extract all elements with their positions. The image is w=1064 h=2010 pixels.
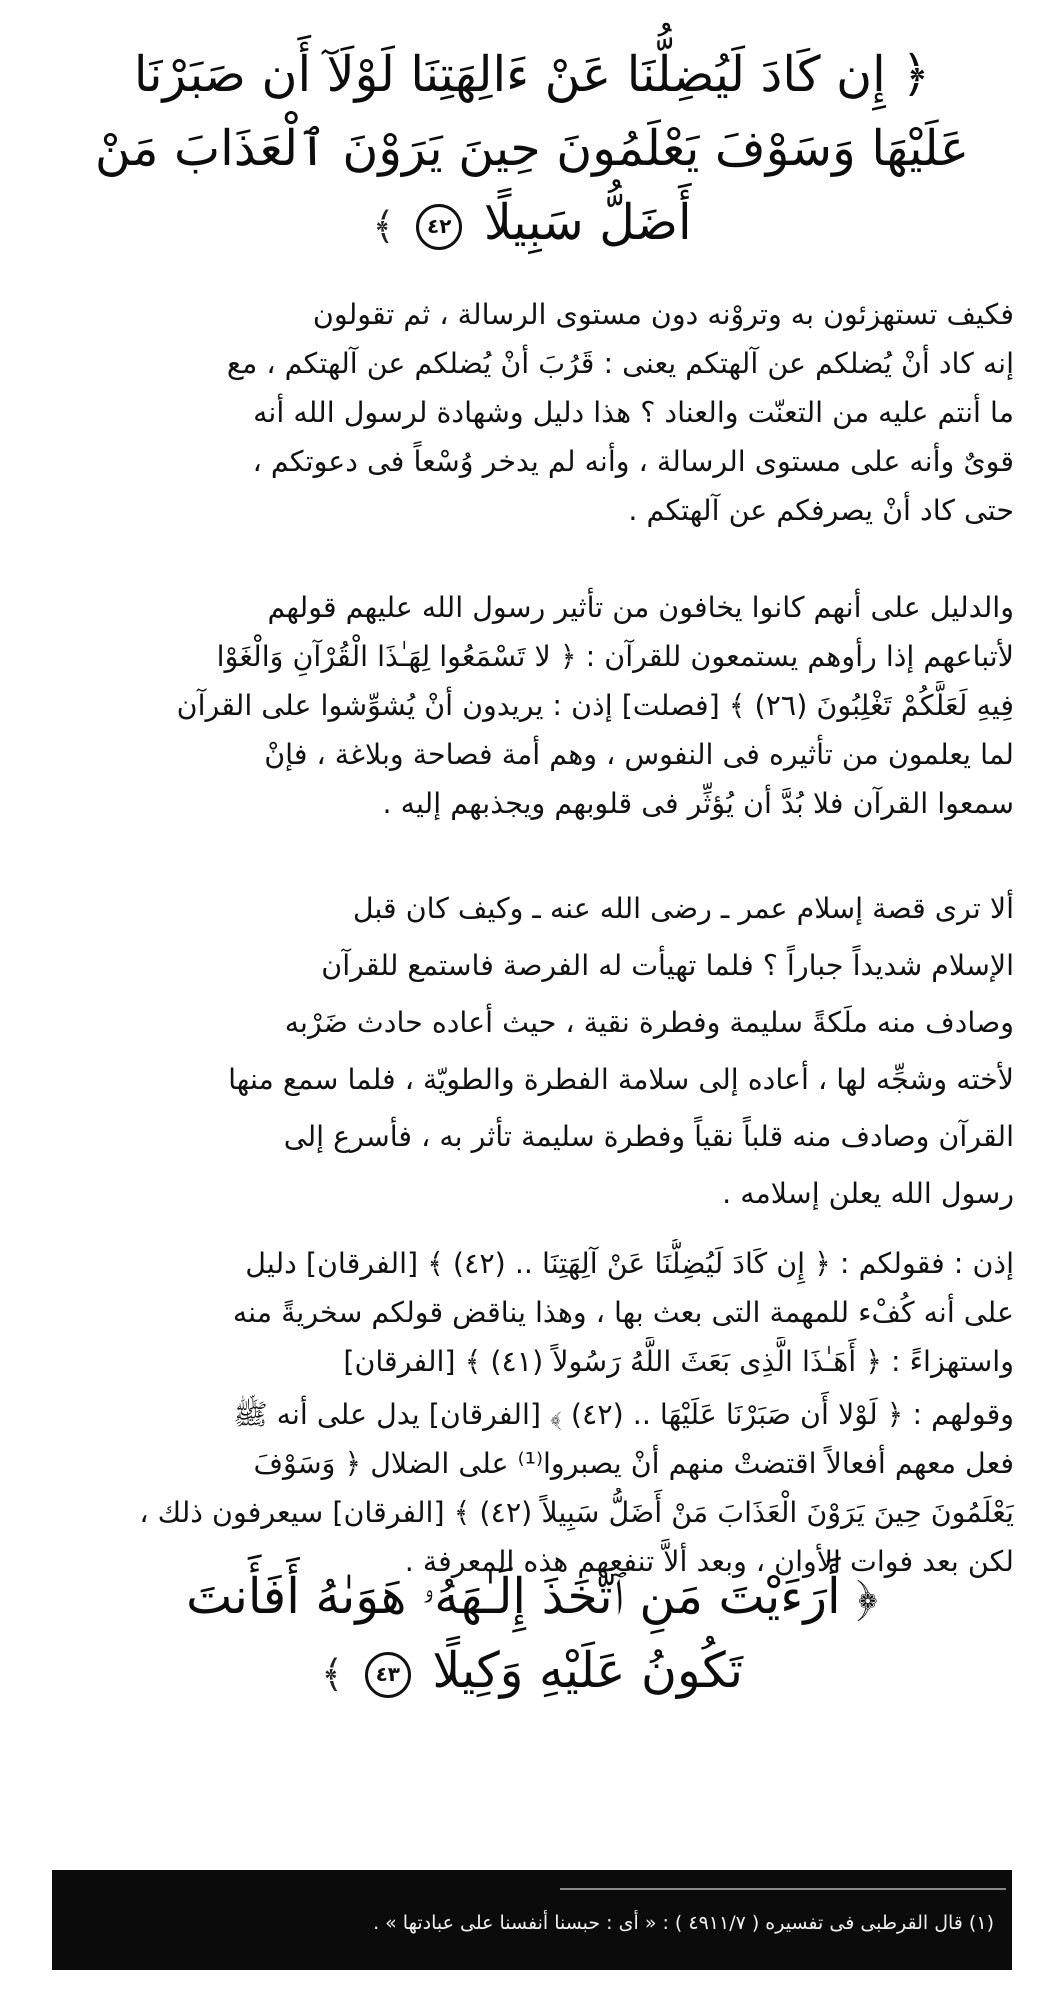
text-line: ألا ترى قصة إسلام عمر ـ رضى الله عنه ـ وكيف كان قبل [352,892,1014,925]
verse-line-last [40,186,1024,263]
paragraph-1 [50,290,1014,535]
paragraph-5 [50,1390,1014,1586]
text-line: سمعوا القرآن فلا بُدَّ أن يُؤثِّر فى قلوبهم ويجذبهم إليه . [382,787,1014,820]
verse-line: ﴿ أَرَءَيْتَ مَنِ ٱتَّخَذَ إِلَـٰهَهُۥ هَوَىٰهُ أَفَأَنتَ [186,1568,878,1625]
text-line: فعل معهم أفعالاً اقتضتْ منهم أنْ يصبروا⁽¹⁾ على الضلال ﴿ وَسَوْفَ [253,1447,1014,1480]
verse-line: عَلَيْهَا وَسَوْفَ يَعْلَمُونَ حِينَ يَرَوْنَ ٱلْعَذَابَ مَنْ [94,120,970,177]
paragraph-4 [50,1239,1014,1386]
text-line: حتى كاد أنْ يصرفكم عن آلهتكم . [628,494,1014,527]
footnote-text: (١) قال القرطبى فى تفسيره ( ٤٩١١/٧ ) : « أى : حبسنا أنفسنا على عبادتها » . [373,1912,994,1934]
verse-line-text: أَضَلُّ سَبِيلًا [483,194,692,251]
verse-close-ornament-icon: ﴾ [320,1652,344,1696]
ayah-number-badge: ٤٢ [416,204,462,250]
text-line: ما أنتم عليه من التعنّت والعناد ؟ هذا دليل وشهادة لرسول الله أنه [253,396,1014,429]
verse-bottom [40,1560,1024,1711]
text-line: لما يعلمون من تأثيره فى النفوس ، وهم أمة فصاحة وبلاغة ، فإنْ [264,738,1014,771]
footnote-divider [560,1888,1006,1890]
text-line: إذن : فقولكم : ﴿ إِن كَادَ لَيُضِلُّنَا عَنْ آلِهَتِنَا .. (٤٢) ﴾ [الفرقان] دليل [245,1247,1014,1280]
verse-top [40,38,1024,263]
text-line: لأخته وشجِّه لها ، أعاده إلى سلامة الفطرة والطويّة ، فلما سمع منها [228,1063,1014,1096]
paragraph-2 [50,583,1014,828]
text-line: رسول الله يعلن إسلامه . [722,1177,1014,1210]
text-line: الإسلام شديداً جباراً ؟ فلما تهيأت له الفرصة فاستمع للقرآن [321,949,1014,982]
text-line: قوىٌ وأنه على مستوى الرسالة ، وأنه لم يدخر وُسْعاً فى دعوتكم ، [252,445,1014,478]
text-line: واستهزاءً : ﴿ أَهَـٰذَا الَّذِى بَعَثَ اللَّهُ رَسُولاً (٤١) ﴾ [الفرقان] [343,1345,1014,1378]
text-line: القرآن وصادف منه قلباً نقياً وفطرة سليمة تأثر به ، فأسرع إلى [283,1120,1014,1153]
verse-line: ﴿ إِن كَادَ لَيُضِلُّنَا عَنْ ءَالِهَتِنَا لَوْلَآ أَن صَبَرْنَا [133,46,931,103]
verse-close-ornament-icon: ﴾ [372,204,395,248]
verse-line-last [40,1634,1024,1711]
text-line: فِيهِ لَعَلَّكُمْ تَغْلِبُونَ (٢٦) ﴾ [فصلت] إذن : يريدون أنْ يُشوِّشوا على القرآن [176,689,1014,722]
text-line: إنه كاد أنْ يُضلكم عن آلهتكم يعنى : قَرُبَ أنْ يُضلكم عن آلهتكم ، مع [226,347,1014,380]
text-line: لكن بعد فوات الأوان ، وبعد ألاَّ تنفعهم هذه المعرفة . [404,1545,1014,1578]
verse-line-text: تَكُونُ عَلَيْهِ وَكِيلًا [432,1642,744,1699]
ayah-number-badge: ٤٣ [365,1652,411,1698]
text-line: وصادف منه ملَكةً سليمة وفطرة نقية ، حيث أعاده حادث ضَرْبه [284,1006,1014,1039]
paragraph-3 [50,880,1014,1222]
text-line: يَعْلَمُونَ حِينَ يَرَوْنَ الْعَذَابَ مَنْ أَضَلُّ سَبِيلاً (٤٢) ﴾ [الفرقان] سيعرفون ذلك ، [139,1496,1014,1529]
text-line: على أنه كُفْء للمهمة التى بعث بها ، وهذا يناقض قولكم سخريةً منه [232,1296,1014,1329]
text-line: لأتباعهم إذا رأوهم يستمعون للقرآن : ﴿ لا تَسْمَعُوا لِهَـٰذَا الْقُرْآنِ وَالْغَوْا [216,640,1014,673]
text-line: والدليل على أنهم كانوا يخافون من تأثير رسول الله عليهم قولهم [267,591,1014,624]
text-line: وقولهم : ﴿ لَوْلا أَن صَبَرْنَا عَلَيْهَا .. (٤٢) ﴾ [الفرقان] يدل على أنه ﷺ [233,1398,1014,1431]
text-line: فكيف تستهزئون به وتروْنه دون مستوى الرسالة ، ثم تقولون [312,298,1014,331]
